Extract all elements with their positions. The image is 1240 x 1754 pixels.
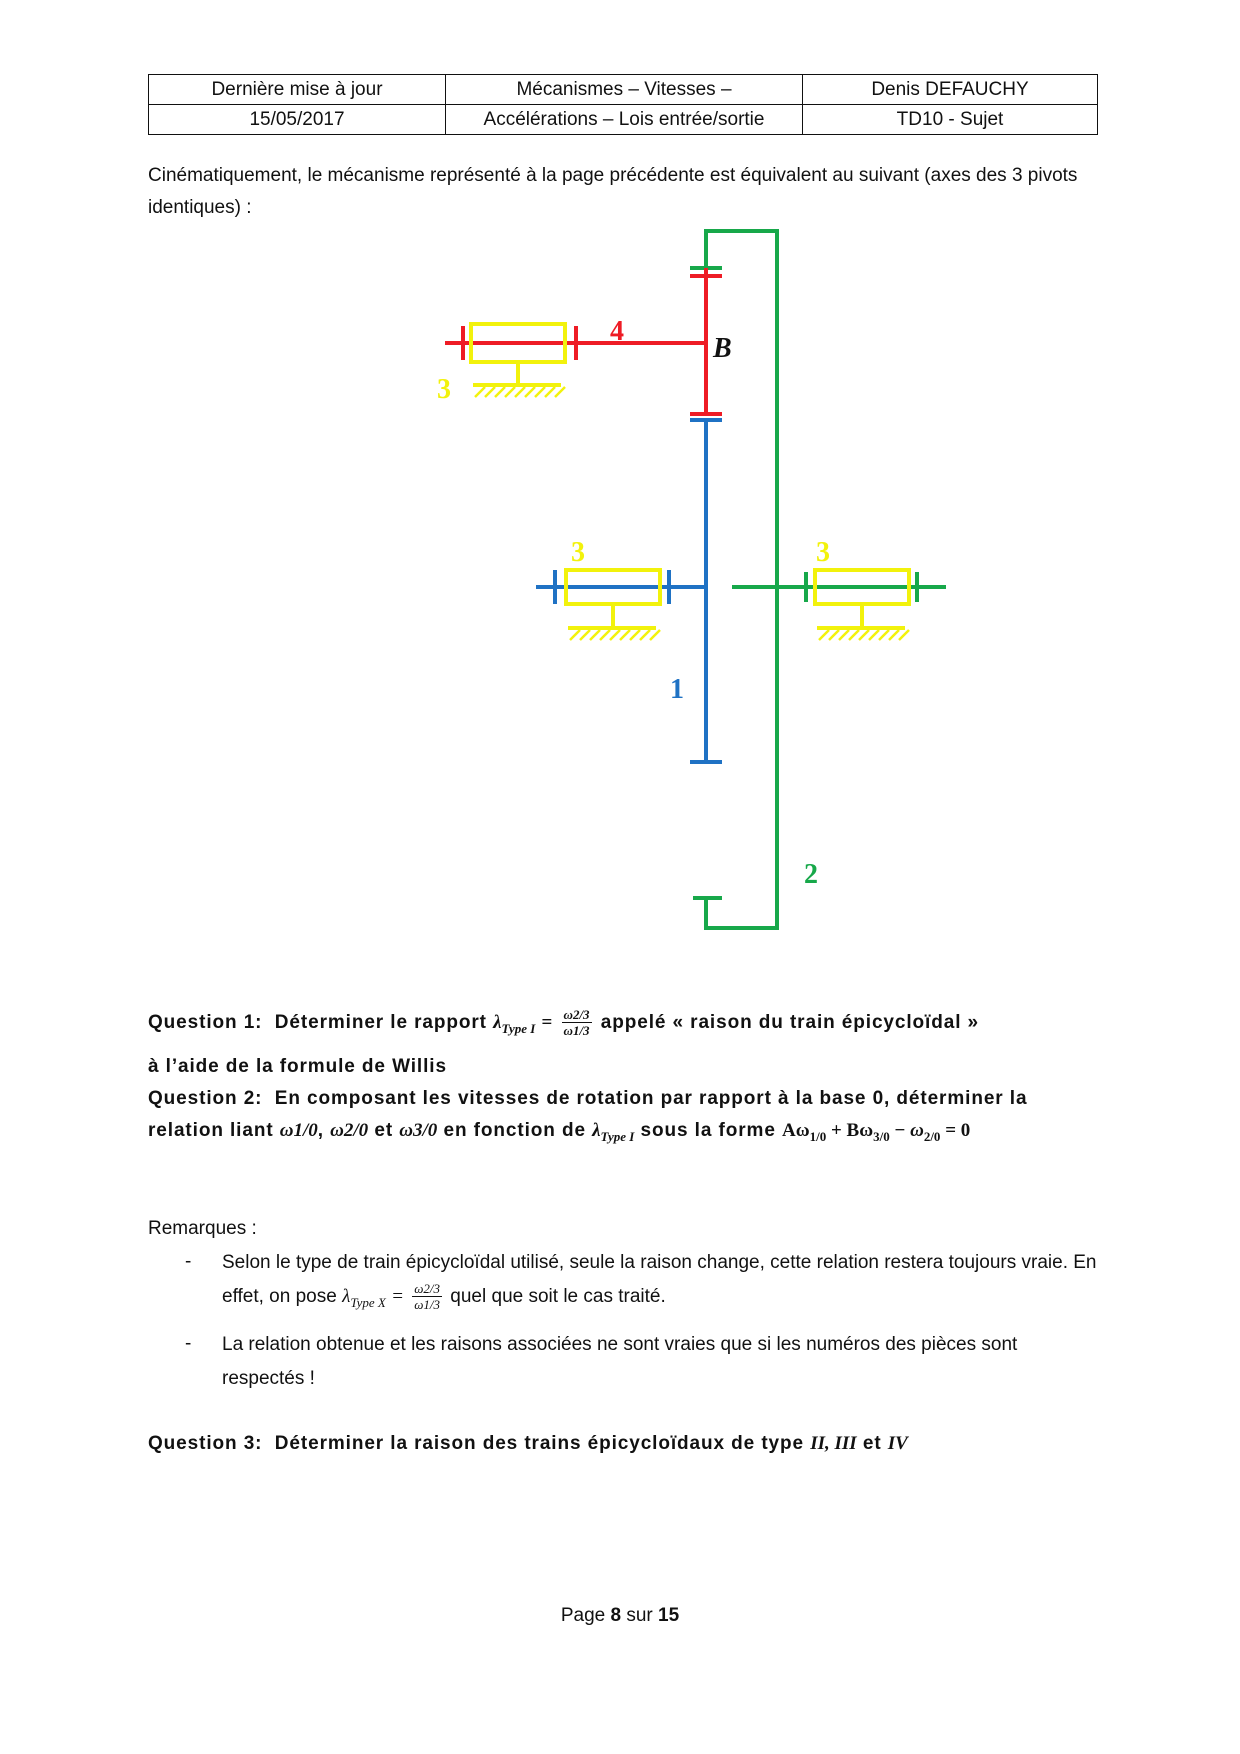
part-1: [536, 420, 722, 762]
intro-paragraph: Cinématiquement, le mécanisme représenté à la page précédente est équivalent au suivant (axes des 3 pivots identiques) :: [148, 165, 1078, 218]
question-1: Question 1: Déterminer le rapport $\lambda_{Type I}$ = $\frac{\omega 2/3}{\omega 1/3}$ appelé « raison du train épicycloïdal »: [148, 1007, 980, 1039]
question-3: Question 3: Déterminer la raison des trains épicycloïdaux de type II, III et IV: [148, 1433, 908, 1454]
remark-2: La relation obtenue et les raisons associées ne sont vraies que si les numéros des pièces sont respectés !: [222, 1334, 1018, 1389]
remark-2-bullet: -: [185, 1333, 192, 1354]
q1-fraction: $\frac{\omega 2/3}{\omega 1/3}$: [563, 1007, 590, 1039]
remark-fraction: $\frac{\omega 2/3}{\omega 1/3}$: [414, 1281, 441, 1313]
header-title-line1: Mécanismes – Vitesses –: [446, 75, 803, 105]
remark-1-bullet: -: [185, 1251, 192, 1272]
q1-label: Question 1:: [148, 1012, 263, 1033]
label-part-1: 1: [670, 674, 684, 705]
frame-3: [471, 324, 909, 628]
label-part-4: 4: [610, 316, 624, 347]
label-point-b: B: [713, 333, 732, 364]
label-frame-left: 3: [571, 537, 585, 568]
label-frame-top: 3: [437, 374, 451, 405]
header-update-label: Dernière mise à jour: [149, 75, 446, 105]
question-2: Question 2: En composant les vitesses de rotation par rapport à la base 0, déterminer la relation liant ω1/0, ω2/0 et ω3/0 en fonction de $\lambda_{Type I}$ sous la forme $A\omega_{1/0} + B\omega_{3/0} - \omega_{2/0} = 0$: [148, 1088, 1028, 1144]
label-part-2: 2: [804, 859, 818, 890]
page-footer: Page 8 sur 15: [560, 1605, 680, 1626]
remarks-title: Remarques :: [148, 1218, 257, 1239]
q3-label: Question 3:: [148, 1433, 263, 1454]
q2-label: Question 2:: [148, 1088, 263, 1109]
label-frame-right: 3: [816, 537, 830, 568]
part-4: [445, 268, 722, 414]
header-title-line2: Accélérations – Lois entrée/sortie: [446, 105, 803, 135]
header-update-date: 15/05/2017: [149, 105, 446, 135]
header-doc-id: TD10 - Sujet: [803, 105, 1098, 135]
remark-1: Selon le type de train épicycloïdal utilisé, seule la raison change, cette relation restera toujours vraie. En effet, on pose $\lambda_{Type X}$ = $\frac{\omega 2/3}{\omega 1/3}$ quel que soit le cas traité.: [222, 1252, 1097, 1313]
header-author: Denis DEFAUCHY: [803, 75, 1098, 105]
question-1-cont: à l’aide de la formule de Willis: [148, 1056, 447, 1077]
